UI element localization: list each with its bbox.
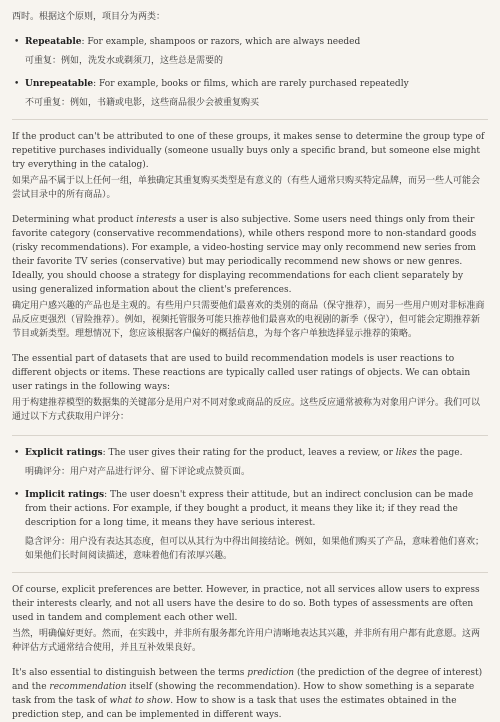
paragraph-zh: 如果产品不属于以上任何一组，单独确定其重复购买类型是有意义的（有些人通常只购买特定品牌，而另一些人可能会尝试目录中的所有商品）。 <box>12 176 481 200</box>
list-item: • Implicit ratings: The user doesn't express their attitude, but an indirect conclusion can be made from their actions. For example, if they bought a product, it means they like it; if they read the description for a long time, it means they have serious interest. 隐含评分：用户没有表达其态度，但可以从其行为中得出间接结论。例如，如果他们购买了产品，意味着他们喜欢；如果他们长时间阅读描述，意味着他们有浓厚兴趣。 <box>12 488 488 563</box>
paragraph-en: The essential part of datasets that are used to build recommendation models is user reactions to different objects or items. These reactions are typically called user ratings of objects. We can obtain user ratings in the following ways: <box>12 354 471 392</box>
paragraph-en: Of course, explicit preferences are better. However, in practice, not all services allow users to express their interests clearly, and not all users have the desire to do so. Both types of assessments are often used in tandem and complement each other well. <box>12 585 480 623</box>
item-text: : For example, books or films, which are rarely purchased repeatedly <box>93 79 409 89</box>
item-translation: 明确评分：用户对产品进行评分、留下评论或点赞页面。 <box>25 467 251 477</box>
paragraph-en: If the product can't be attributed to one of these groups, it makes sense to determine the group type of repetitive purchases individually (someone usually buys only a specific brand, but someone else might try everything in the catalog). <box>12 132 485 170</box>
paragraph <box>12 666 488 722</box>
bullet: • <box>14 37 20 47</box>
term: Explicit ratings <box>25 448 103 458</box>
divider <box>12 119 488 120</box>
paragraph-zh: 用于构建推荐模型的数据集的关键部分是用户对不同对象或商品的反应。这些反应通常被称为对象用户评分。我们可以通过以下方式获取用户评分： <box>12 398 481 422</box>
paragraph-zh: 当然，明确偏好更好。然而，在实践中，并非所有服务都允许用户清晰地表达其兴趣，并非所有用户都有此意愿。这两种评估方式通常结合使用，并且互补效果良好。 <box>12 629 481 653</box>
paragraph-en: Determining what product interests a user is also subjective. Some users need things only from their favorite category (conservative recommendations), while others respond more to non-standard goods (risky recommendations). For example, a video-hosting service may only recommend new series from their favorite TV series (conservative) but may periodically recommend new shows or new genres. Ideally, you should choose a strategy for displaying recommendations for each client separately by using generalized information about the client's preferences. <box>12 215 477 295</box>
bullet: • <box>14 448 20 458</box>
list-item: • Explicit ratings: The user gives their rating for the product, leaves a review, or likes the page. 明确评分：用户对产品进行评分、留下评论或点赞页面。 <box>12 446 488 479</box>
item-translation: 不可重复：例如，书籍或电影，这些商品很少会被重复购买 <box>25 98 260 108</box>
item-text: : For example, shampoos or razors, which are always needed <box>81 37 361 47</box>
paragraph <box>12 213 488 341</box>
list-item <box>12 35 488 68</box>
rating-types-list <box>12 446 488 563</box>
item-translation: 可重复：例如，洗发水或剃须刀，这些总是需要的 <box>25 56 224 66</box>
paragraph <box>12 583 488 655</box>
term: Repeatable <box>25 37 82 47</box>
paragraph-zh: 确定用户感兴趣的产品也是主观的。有些用户只需要他们最喜欢的类别的商品（保守推荐），而另一些用户则对非标准商品反应更强烈（冒险推荐）。例如，视频托管服务可能只推荐他们最喜欢的电视剧的新季（保守），但可能会定期推荐新节目或新类型。理想情况下，您应该根据客户偏好的概括信息，为每个客户单独选择显示推荐的策略。 <box>12 301 485 339</box>
divider <box>12 572 488 573</box>
intro-text: 西时。根据这个原则，项目分为两类： <box>12 12 166 22</box>
paragraph-en: It's also essential to distinguish between the terms prediction (the prediction of the degree of interest) and the recommendation itself (showing the recommendation). How to show something is a separate task from the task of what to show. How to show is a task that uses the estimates obtained in the prediction step, and can be implemented in different ways. <box>12 668 483 720</box>
term: Unrepeatable <box>25 79 94 89</box>
term: Implicit ratings <box>25 490 105 500</box>
bullet: • <box>14 490 20 500</box>
paragraph <box>12 130 488 202</box>
bullet: • <box>14 79 20 89</box>
item-translation: 隐含评分：用户没有表达其态度，但可以从其行为中得出间接结论。例如，如果他们购买了产品，意味着他们喜欢；如果他们长时间阅读描述，意味着他们有浓厚兴趣。 <box>25 537 485 561</box>
divider <box>12 435 488 436</box>
item-types-list <box>12 35 488 110</box>
list-item <box>12 77 488 110</box>
paragraph <box>12 352 488 424</box>
